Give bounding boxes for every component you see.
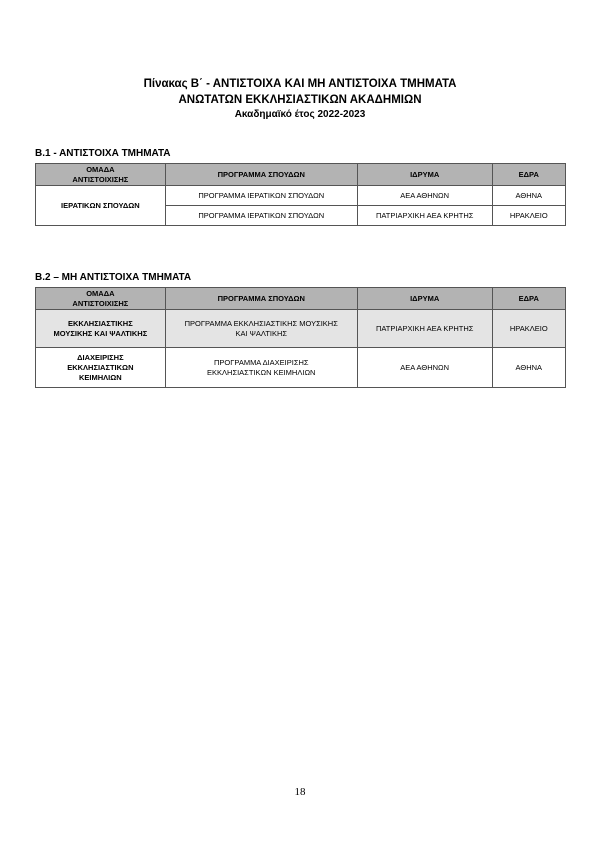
group-line1: ΕΚΚΛΗΣΙΑΣΤΙΚΗΣ — [67, 318, 133, 328]
program-line1: ΠΡΟΓΡΑΜΜΑ ΕΚΚΛΗΣΙΑΣΤΙΚΗΣ ΜΟΥΣΙΚΗΣ — [184, 318, 338, 328]
table-header-row — [36, 164, 566, 186]
seat-cell: ΗΡΑΚΛΕΙΟ — [492, 310, 565, 348]
header-group — [36, 288, 166, 310]
table-row — [36, 310, 566, 348]
header-program: ΠΡΟΓΡΑΜΜΑ ΣΠΟΥΔΩΝ — [165, 288, 357, 310]
section-heading-b1: Β.1 - ΑΝΤΙΣΤΟΙΧΑ ΤΜΗΜΑΤΑ — [35, 148, 171, 159]
title-line-2: ΑΝΩΤΑΤΩΝ ΕΚΚΛΗΣΙΑΣΤΙΚΩΝ ΑΚΑΔΗΜΙΩΝ — [178, 94, 422, 106]
group-line3: ΚΕΙΜΗΛΙΩΝ — [79, 372, 122, 382]
group-cell: ΙΕΡΑΤΙΚΩΝ ΣΠΟΥΔΩΝ — [36, 186, 166, 226]
header-seat: ΕΔΡΑ — [492, 164, 565, 186]
program-line2: ΕΚΚΛΗΣΙΑΣΤΙΚΩΝ ΚΕΙΜΗΛΙΩΝ — [207, 367, 316, 377]
header-group-line1: ΟΜΑΔΑ — [86, 164, 115, 174]
program-cell — [165, 348, 357, 388]
header-seat: ΕΔΡΑ — [492, 288, 565, 310]
document-title — [0, 76, 600, 122]
title-line-1: Πίνακας Β΄ - ΑΝΤΙΣΤΟΙΧΑ ΚΑΙ ΜΗ ΑΝΤΙΣΤΟΙΧΑ ΤΜΗΜΑΤΑ — [143, 78, 457, 90]
group-line1: ΔΙΑΧΕΙΡΙΣΗΣ — [77, 352, 124, 362]
header-institution: ΙΔΡΥΜΑ — [357, 288, 492, 310]
header-institution: ΙΔΡΥΜΑ — [357, 164, 492, 186]
header-group — [36, 164, 166, 186]
institution-cell: ΑΕΑ ΑΘΗΝΩΝ — [357, 186, 492, 206]
program-cell: ΠΡΟΓΡΑΜΜΑ ΙΕΡΑΤΙΚΩΝ ΣΠΟΥΔΩΝ — [165, 186, 357, 206]
table-header-row — [36, 288, 566, 310]
seat-cell: ΑΘΗΝΑ — [492, 348, 565, 388]
table-row — [36, 186, 566, 206]
header-group-line2: ΑΝΤΙΣΤΟΙΧΙΣΗΣ — [72, 298, 129, 308]
section-heading-b2: Β.2 – ΜΗ ΑΝΤΙΣΤΟΙΧΑ ΤΜΗΜΑΤΑ — [35, 272, 192, 283]
group-cell — [36, 310, 166, 348]
seat-cell: ΗΡΑΚΛΕΙΟ — [492, 206, 565, 226]
header-program: ΠΡΟΓΡΑΜΜΑ ΣΠΟΥΔΩΝ — [165, 164, 357, 186]
table-row — [36, 348, 566, 388]
page-number: 18 — [294, 786, 306, 798]
academic-year: Ακαδημαϊκό έτος 2022-2023 — [234, 109, 366, 120]
institution-cell: ΑΕΑ ΑΘΗΝΩΝ — [357, 348, 492, 388]
group-line2: ΕΚΚΛΗΣΙΑΣΤΙΚΩΝ — [67, 362, 134, 372]
program-cell: ΠΡΟΓΡΑΜΜΑ ΙΕΡΑΤΙΚΩΝ ΣΠΟΥΔΩΝ — [165, 206, 357, 226]
seat-cell: ΑΘΗΝΑ — [492, 186, 565, 206]
table-corresponding-departments — [35, 163, 566, 226]
header-group-line2: ΑΝΤΙΣΤΟΙΧΙΣΗΣ — [72, 174, 129, 184]
header-group-line1: ΟΜΑΔΑ — [86, 288, 115, 298]
group-line2: ΜΟΥΣΙΚΗΣ ΚΑΙ ΨΑΛΤΙΚΗΣ — [53, 328, 148, 338]
group-cell — [36, 348, 166, 388]
institution-cell: ΠΑΤΡΙΑΡΧΙΚΗ ΑΕΑ ΚΡΗΤΗΣ — [357, 206, 492, 226]
program-line1: ΠΡΟΓΡΑΜΜΑ ΔΙΑΧΕΙΡΙΣΗΣ — [213, 357, 309, 367]
table-non-corresponding-departments — [35, 287, 566, 388]
institution-cell: ΠΑΤΡΙΑΡΧΙΚΗ ΑΕΑ ΚΡΗΤΗΣ — [357, 310, 492, 348]
program-cell — [165, 310, 357, 348]
program-line2: ΚΑΙ ΨΑΛΤΙΚΗΣ — [235, 328, 288, 338]
